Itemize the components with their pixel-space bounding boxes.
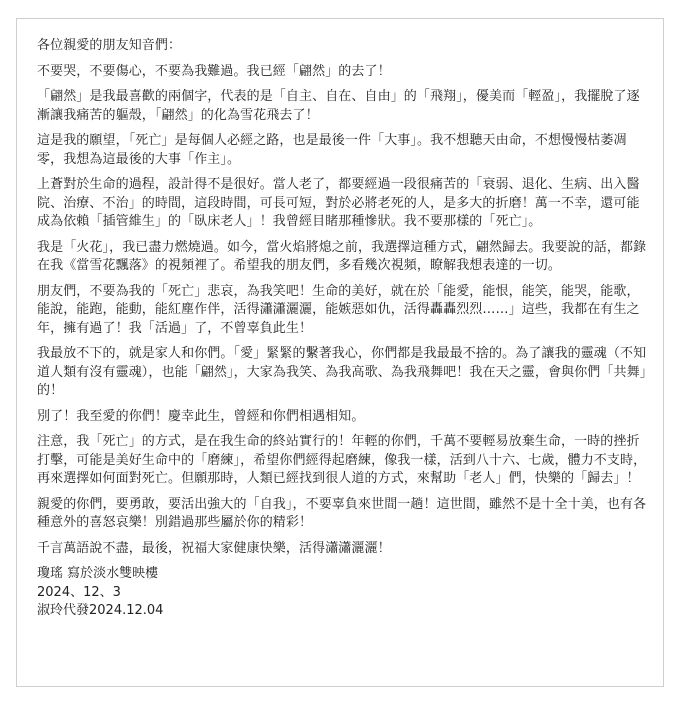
letter-paragraph: 不要哭，不要傷心，不要為我難過。我已經「翩然」的去了！ xyxy=(37,63,391,79)
letter-paragraph: 別了！我至愛的你們！慶幸此生，曾經和你們相遇相知。 xyxy=(37,408,365,424)
letter-paragraph: 我是「火花」，我已盡力燃燒過。如今，當火焰將熄之前，我選擇這種方式，翩然歸去。我要說的話，都錄在我《當雪花飄落》的視頻裡了。希望我的朋友們，多看幾次視頻，瞭解我想表達的一切。 xyxy=(37,239,647,273)
signature-date: 2024、12、3 xyxy=(37,584,121,600)
letter-paragraph: 「翩然」是我最喜歡的兩個字，代表的是「自主、自在、自由」的「飛翔」，優美而「輕盈」，我擺脫了逐漸讓我痛苦的軀殼，「翩然」的化為雪花飛去了！ xyxy=(37,89,640,123)
signature-block xyxy=(37,565,649,621)
letter-content xyxy=(37,37,649,621)
letter-paragraph: 這是我的願望，「死亡」是每個人必經之路，也是最後一件「大事」。我不想聽天由命，不想慢慢枯萎凋零，我想為這最後的大事「作主」。 xyxy=(37,133,627,167)
letter-paragraph: 朋友們，不要為我的「死亡」悲哀，為我笑吧！生命的美好，就在於「能愛，能恨，能笑，能哭，能歌，能說，能跑，能動，能紅塵作伴，活得瀟瀟灑灑，能嫉惡如仇，活得轟轟烈烈……」這些，我都在有生之年，擁有過了！我「活過」了，不曾辜負此生！ xyxy=(37,283,640,336)
letter-paragraph: 千言萬語說不盡，最後，祝福大家健康快樂，活得瀟瀟灑灑！ xyxy=(37,540,391,556)
letter-paragraph: 注意，我「死亡」的方式，是在我生命的終站實行的！年輕的你們，千萬不要輕易放棄生命，一時的挫折打擊，可能是美好生命中的「磨練」，希望你們經得起磨練，像我一樣，活到八十六、七歲，體力不支時，再來選擇如何面對死亡。但願那時，人類已經找到很人道的方式，來幫助「老人」們，快樂的「歸去」！ xyxy=(37,434,647,486)
letter-paragraph: 上蒼對於生命的過程，設計得不是很好。當人老了，都要經過一段很痛苦的「衰弱、退化、生病、出入醫院、治療、不治」的時間，這段時間，可長可短，對於必將老死的人，是多大的折磨！萬一不幸，還可能成為依賴「插管維生」的「臥床老人」！我曾經目睹那種慘狀。我不要那樣的「死亡」。 xyxy=(37,177,640,229)
letter-paragraph: 我最放不下的，就是家人和你們。「愛」緊緊的繫著我心，你們都是我最最不捨的。為了讓我的靈魂（不知道人類有沒有靈魂），也能「翩然」，大家為我笑、為我高歌、為我飛舞吧！我在天之靈，會與你們「共舞」的！ xyxy=(37,346,647,398)
letter-greeting: 各位親愛的朋友知音們： xyxy=(37,38,182,53)
signature-posted-by: 淑玲代發2024.12.04 xyxy=(37,603,164,618)
letter-frame xyxy=(16,18,664,687)
letter-paragraph: 親愛的你們，要勇敢，要活出強大的「自我」，不要辜負來世間一趟！這世間，雖然不是十全十美，也有各種意外的喜怒哀樂！別錯過那些屬於你的精彩！ xyxy=(37,496,647,530)
signature-author: 瓊瑤 寫於淡水雙映樓 xyxy=(37,566,159,581)
